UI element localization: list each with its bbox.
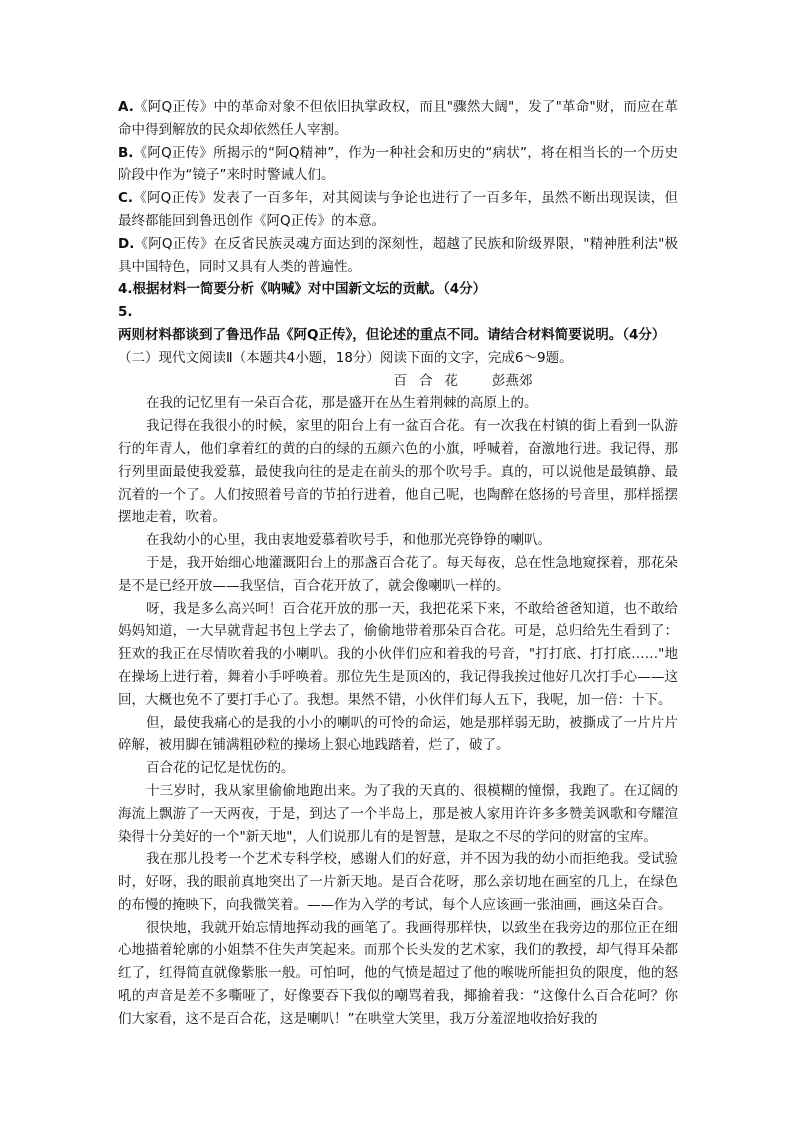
article-paragraph: 十三岁时，我从家里偷偷地跑出来。为了我的天真的、很模糊的憧憬，我跑了。在辽阔的海流上飘游了一天两夜，于是，到达了一个半岛上，那是被人家用许许多多赞美讽歌和夸耀渲染得十分美好的一个"新天地"，人们说那儿有的是智慧，是取之不尽的学问的财富的宝库。 — [118, 782, 678, 845]
option-b: B.《阿Q正传》所揭示的“阿Q精神”，作为一种社会和历史的“病状”，将在相当长的一个历史阶段中作为“镜子”来时时警诫人们。 — [118, 144, 678, 184]
article-paragraph: 在我的记忆里有一朵百合花，那是盛开在丛生着荆棘的高原上的。 — [146, 395, 538, 412]
question-5: 5.两则材料都谈到了鲁迅作品《阿Q正传》，但论述的重点不同。请结合材料简要说明。（4分） — [118, 304, 666, 343]
article-paragraph: 很快地，我就开始忘情地挥动我的画笔了。我画得那样快，以致坐在我旁边的那位正在细心地描着轮廓的小姐禁不住失声笑起来。而那个长头发的艺术家，我们的教授，却气得耳朵都红了，红得简直就像紫胀一般。可怕呵，他的气愤是超过了他的喉咙所能担负的限度，他的怒吼的声音是差不多嘶哑了，好像要吞下我似的嘲骂着我，揶揄着我：“这像什么百合花呵？你们大家看，这不是百合花，这是喇叭！”在哄堂大笑里，我万分羞涩地收拾好我的 — [118, 919, 678, 1027]
article-paragraph: 呀，我是多么高兴呵！百合花开放的那一天，我把花采下来，不敢给爸爸知道，也不敢给妈妈知道，一大早就背起书包上学去了，偷偷地带着那朵百合花。可是，总归给先生看到了：狂欢的我正在尽情吹着我的小喇叭。我的小伙伴们应和着我的号音，"打打底、打打底……"地在操场上进行着，舞着小手呼唤着。那位先生是顶凶的，我记得我挨过他好几次打手心——这回，大概也免不了要打手心了。我想。果然不错，小伙伴们每人五下，我呢，加一倍：十下。 — [118, 600, 678, 708]
article-paragraph: 在我幼小的心里，我由衷地爱慕着吹号手，和他那光亮铮铮的喇叭。 — [146, 532, 551, 549]
question-4: 4.根据材料一简要分析《呐喊》对中国新文坛的贡献。（4分） — [118, 281, 487, 298]
question-list — [118, 278, 678, 346]
option-d: D.《阿Q正传》在反省民族灵魂方面达到的深刻性，超越了民族和阶级界限，"精神胜利法"极具中国特色，同时又具有人类的普遍性。 — [118, 235, 678, 275]
article-paragraph: 但，最使我痛心的是我的小小的喇叭的可怜的命运，她是那样弱无助，被撕成了一片片片碎解，被用脚在铺满粗砂粒的操场上狠心地践踏着，烂了，破了。 — [118, 714, 678, 754]
option-list — [118, 96, 678, 278]
article-title: 百合花 — [393, 372, 470, 389]
section-heading: （二）现代文阅读Ⅱ（本题共4小题，18分）阅读下面的文字，完成6～9题。 — [118, 349, 573, 366]
option-a: A.《阿Q正传》中的革命对象不但依旧执掌政权，而且"骤然大阔"，发了"革命"财，而应在革命中得到解放的民众却依然任人宰割。 — [118, 99, 678, 138]
article-paragraph: 我在那儿投考一个艺术专科学校，感谢人们的好意，并不因为我的幼小而拒绝我。受试验时，好呀，我的眼前真地突出了一片新天地。是百合花呀，那么亲切地在画室的几上，在绿色的布慢的掩映下，向我微笑着。——作为入学的考试，每个人应该画一张油画，画这朵百合。 — [118, 851, 678, 913]
article-paragraph: 百合花的记忆是忧伤的。 — [146, 760, 295, 777]
article-paragraph: 我记得在我很小的时候，家里的阳台上有一盆百合花。有一次我在村镇的街上看到一队游行的年青人，他们拿着红的黄的白的绿的五颜六色的小旗，呼喊着，奋激地行进。我记得，那行列里面最使我爱慕，最使我向往的是走在前头的那个吹号手。真的，可以说他是最镇静、最沉着的一个了。人们按照着号音的节拍行进着，他自己呢，也陶醉在悠扬的号音里，那样摇摆摆地走着，吹着。 — [118, 418, 678, 526]
article-paragraph: 于是，我开始细心地灌溉阳台上的那盏百合花了。每天每夜，总在性急地窥探着，那花朵是不是已经开放——我坚信，百合花开放了，就会像喇叭一样的。 — [118, 554, 678, 594]
document-page — [118, 96, 678, 1031]
article-body — [118, 392, 678, 1030]
option-c: C.《阿Q正传》发表了一百多年，对其阅读与争论也进行了一百多年，虽然不断出现误读，但最终都能回到鲁迅创作《阿Q正传》的本意。 — [118, 190, 678, 229]
article-author: 彭燕郊 — [492, 372, 533, 389]
article-title-line — [118, 370, 678, 393]
